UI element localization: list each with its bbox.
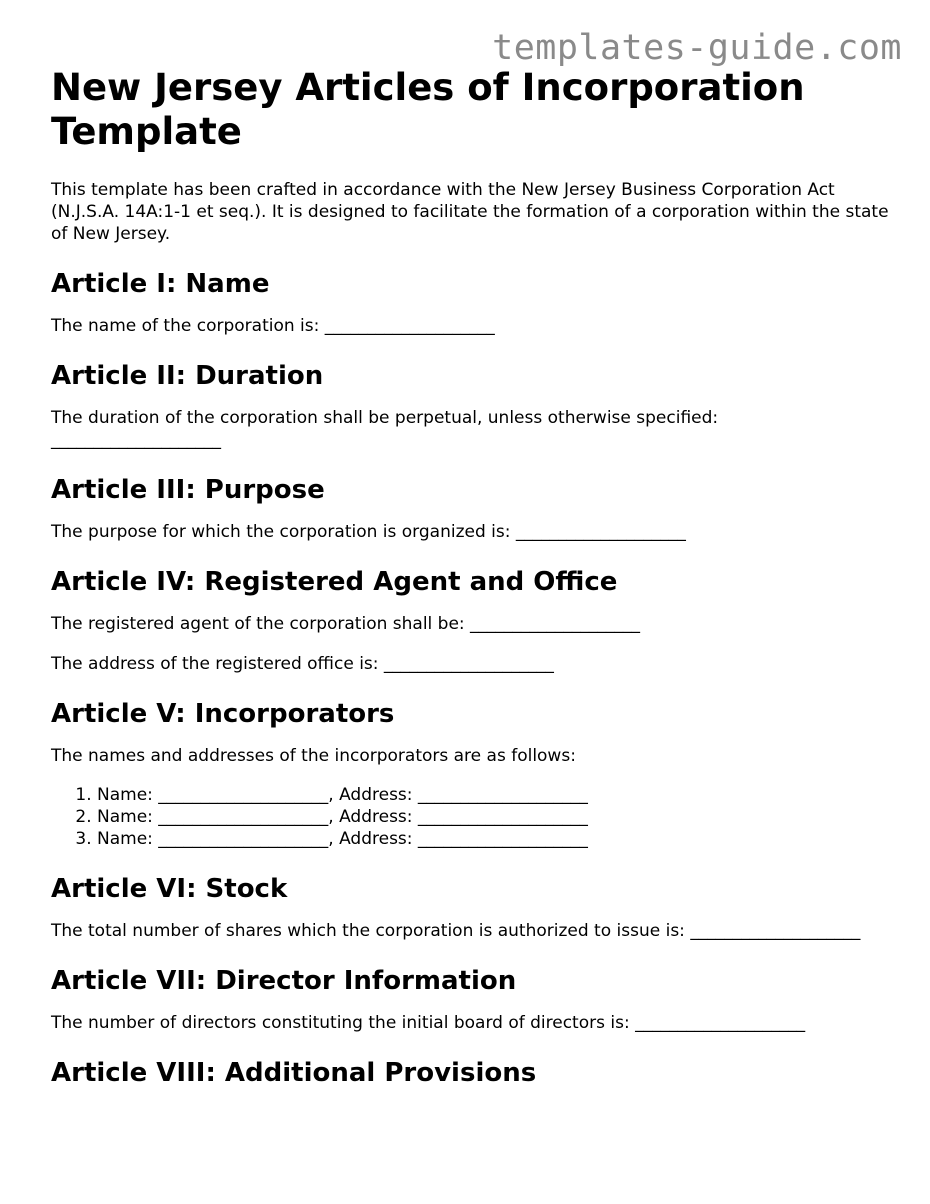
article-agent-heading: Article IV: Registered Agent and Office [51,567,618,597]
article-purpose-section [51,473,891,543]
article-name-heading: Article I: Name [51,269,270,299]
article-duration-heading: Article II: Duration [51,361,324,391]
article-purpose-heading: Article III: Purpose [51,475,325,505]
article-additional-heading: Article VIII: Additional Provisions [51,1058,537,1088]
article-incorporators-text: The names and addresses of the incorporators are as follows: [51,746,576,766]
registered-agent-text: The registered agent of the corporation shall be: ____________________ [51,614,641,634]
article-name-text: The name of the corporation is: ____________________ [51,316,495,336]
article-name-section [51,267,891,337]
registered-office-text: The address of the registered office is: ____________________ [51,654,554,674]
incorporator-item: 3. Name: ____________________, Address: ____________________ [97,828,891,850]
article-duration-section [51,359,891,451]
document-title: New Jersey Articles of Incorporation Template [51,66,805,153]
article-incorporators-section [51,697,891,850]
incorporator-item: 2. Name: ____________________, Address: ____________________ [97,806,891,828]
intro-paragraph: This template has been crafted in accordance with the New Jersey Business Corporation Act (N.J.S.A. 14A:1-1 et seq.). It is designed to facilitate the formation of a corporation within the state of New Jersey. [51,180,889,244]
article-stock-section [51,872,891,942]
incorporator-item: 1. Name: ____________________, Address: ____________________ [97,784,891,806]
article-incorporators-heading: Article V: Incorporators [51,699,395,729]
article-directors-section [51,964,891,1034]
document-page [51,66,891,1090]
watermark: templates-guide.com [492,28,902,68]
article-agent-section [51,565,891,675]
article-directors-text: The number of directors constituting the initial board of directors is: ____________________ [51,1013,806,1033]
article-duration-text: The duration of the corporation shall be perpetual, unless otherwise specified: ____________________ [51,408,719,450]
article-additional-section [51,1056,891,1090]
incorporators-list [51,784,891,850]
article-purpose-text: The purpose for which the corporation is organized is: ____________________ [51,522,686,542]
article-stock-heading: Article VI: Stock [51,874,288,904]
article-stock-text: The total number of shares which the corporation is authorized to issue is: ____________________ [51,921,861,941]
article-directors-heading: Article VII: Director Information [51,966,517,996]
